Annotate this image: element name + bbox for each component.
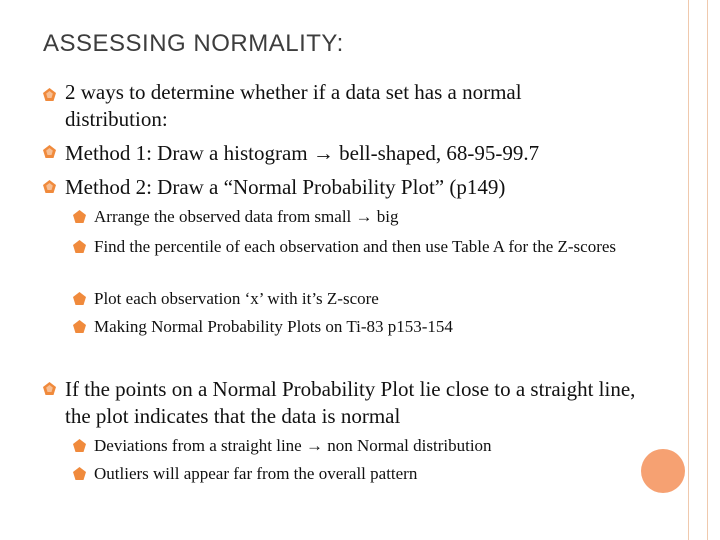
sub-bullet-deviations: Deviations from a straight line → non Normal distribution [94,436,492,455]
sub-bullet-icon [73,240,86,253]
sub-bullet-plot: Plot each observation ‘x’ with it’s Z-score [94,289,379,308]
sub-bullet-icon [73,467,86,480]
slide-title: ASSESSING NORMALITY: [43,30,344,57]
bullet-icon [43,180,56,193]
bullet-method-2: Method 2: Draw a “Normal Probability Plot” (p149) [65,175,506,199]
sub-bullet-icon [73,210,86,223]
sub-bullet-arrange: Arrange the observed data from small → big [94,207,399,226]
sub-bullet-outliers: Outliers will appear far from the overall pattern [94,464,418,483]
frame-line-left [688,0,689,540]
bullet-method-1: Method 1: Draw a histogram → bell-shaped, 68-95-99.7 [65,141,540,165]
sub-bullet-percentile: Find the percentile of each observation and then use Table A for the Z-scores [94,237,617,256]
sub-bullet-ti83: Making Normal Probability Plots on Ti-83 p153-154 [94,317,453,336]
frame-line-right [707,0,708,540]
sub-bullet-icon [73,439,86,452]
bullet-icon [43,145,56,158]
bullet-ways: 2 ways to determine whether if a data set has a normal distribution: [65,80,522,131]
bullet-straight-line: If the points on a Normal Probability Plot lie close to a straight line, the plot indicates that the data is normal [65,377,636,428]
sub-bullet-icon [73,292,86,305]
sub-bullet-icon [73,320,86,333]
decorative-circle [641,449,685,493]
bullet-icon [43,382,56,395]
bullet-icon [43,88,56,101]
